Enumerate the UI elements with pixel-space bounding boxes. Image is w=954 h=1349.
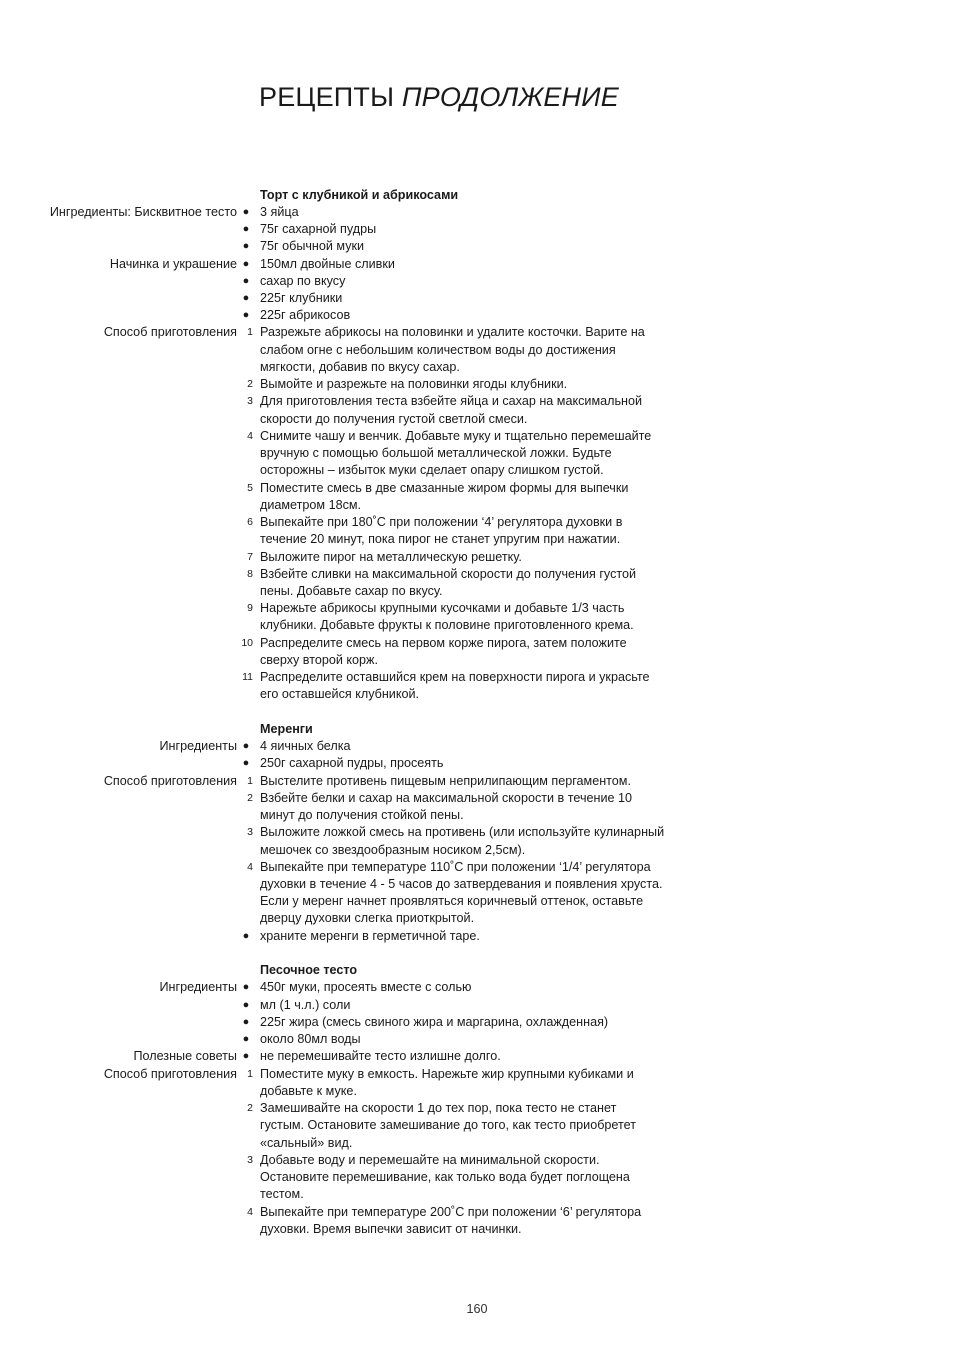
section-label: Ингредиенты: Бисквитное тесто bbox=[49, 205, 237, 219]
body-text-line: скорости до получения густой светлой смеси. bbox=[260, 412, 528, 426]
section-label: Способ приготовления bbox=[103, 325, 237, 339]
body-text-line: 150мл двойные сливки bbox=[260, 257, 395, 271]
title-continued: ПРОДОЛЖЕНИЕ bbox=[401, 82, 619, 112]
body-text-line: мягкости, добавив по вкусу сахар. bbox=[260, 360, 460, 374]
bullet-marker: ● bbox=[242, 223, 250, 235]
step-number: 1 bbox=[247, 326, 253, 338]
body-text-line: сверху второй корж. bbox=[260, 653, 378, 667]
bullet-marker: ● bbox=[242, 206, 250, 218]
step-number: 2 bbox=[247, 1102, 253, 1114]
bullet-marker: ● bbox=[242, 258, 250, 270]
body-text-line: Замешивайте на скорости 1 до тех пор, пока тесто не станет bbox=[260, 1101, 617, 1115]
body-text-line: Выпекайте при 180˚С при положении ‘4’ регулятора духовки в bbox=[260, 515, 623, 529]
body-text-line: Взбейте белки и сахар на максимальной скорости в течение 10 bbox=[260, 791, 633, 805]
recipe-heading: Торт с клубникой и абрикосами bbox=[260, 188, 459, 202]
body-text-line: мешочек со звездообразным носиком 2,5см). bbox=[260, 843, 526, 857]
body-text-line: вручную с помощью большой металлической ложки. Будьте bbox=[260, 446, 612, 460]
body-text-line: его оставшейся клубникой. bbox=[260, 687, 420, 701]
section-label: Ингредиенты bbox=[159, 980, 237, 994]
body-text-line: 75г сахарной пудры bbox=[260, 222, 377, 236]
body-text-line: Поместите муку в емкость. Нарежьте жир крупными кубиками и bbox=[260, 1067, 634, 1081]
body-text-line: Поместите смесь в две смазанные жиром формы для выпечки bbox=[260, 481, 629, 495]
step-number: 4 bbox=[247, 430, 253, 442]
recipe-heading: Песочное тесто bbox=[260, 963, 358, 977]
step-number: 5 bbox=[247, 482, 253, 494]
step-number: 6 bbox=[247, 516, 253, 528]
body-text-line: тестом. bbox=[260, 1187, 304, 1201]
body-text-line: добавьте к муке. bbox=[260, 1084, 357, 1098]
bullet-marker: ● bbox=[242, 275, 250, 287]
bullet-marker: ● bbox=[242, 930, 250, 942]
step-number: 8 bbox=[247, 568, 253, 580]
body-text-line: Снимите чашу и венчик. Добавьте муку и тщательно перемешайте bbox=[260, 429, 652, 443]
body-text-line: храните меренги в герметичной таре. bbox=[260, 929, 480, 943]
bullet-marker: ● bbox=[242, 240, 250, 252]
bullet-marker: ● bbox=[242, 1016, 250, 1028]
step-number: 1 bbox=[247, 775, 253, 787]
step-number: 3 bbox=[247, 395, 253, 407]
step-number: 2 bbox=[247, 792, 253, 804]
body-text-line: 225г абрикосов bbox=[260, 308, 351, 322]
body-text-line: около 80мл воды bbox=[260, 1032, 361, 1046]
body-text-line: 450г муки, просеять вместе с солью bbox=[260, 980, 472, 994]
bullet-marker: ● bbox=[242, 999, 250, 1011]
step-number: 3 bbox=[247, 826, 253, 838]
body-text-line: Нарежьте абрикосы крупными кусочками и добавьте 1/3 часть bbox=[260, 601, 625, 615]
step-number: 10 bbox=[241, 637, 253, 649]
body-text-line: Добавьте воду и перемешайте на минимальной скорости. bbox=[260, 1153, 600, 1167]
body-text-line: минут до получения стойкой пены. bbox=[260, 808, 464, 822]
body-text-line: 3 яйца bbox=[260, 205, 299, 219]
body-text-line: Выложите ложкой смесь на противень (или используйте кулинарный bbox=[260, 825, 665, 839]
body-text-line: духовки в течение 4 - 5 часов до затвердевания и появления хруста. bbox=[260, 877, 663, 891]
bullet-marker: ● bbox=[242, 740, 250, 752]
body-text-line: течение 20 минут, пока пирог не станет упругим при нажатии. bbox=[260, 532, 621, 546]
body-text-line: Распределите смесь на первом корже пирога, затем положите bbox=[260, 636, 627, 650]
body-text-line: 225г клубники bbox=[260, 291, 343, 305]
body-text-line: Взбейте сливки на максимальной скорости до получения густой bbox=[260, 567, 637, 581]
page-number: 160 bbox=[466, 1302, 488, 1316]
body-text-line: Выстелите противень пищевым неприлипающим пергаментом. bbox=[260, 774, 631, 788]
body-text-line: пены. Добавьте сахар по вкусу. bbox=[260, 584, 443, 598]
section-label: Начинка и украшение bbox=[109, 257, 237, 271]
step-number: 3 bbox=[247, 1154, 253, 1166]
body-text-line: Распределите оставшийся крем на поверхности пирога и украсьте bbox=[260, 670, 650, 684]
section-label: Способ приготовления bbox=[103, 774, 237, 788]
body-text-line: 225г жира (смесь свиного жира и маргарина, охлажденная) bbox=[260, 1015, 609, 1029]
body-text-line: не перемешивайте тесто излишне долго. bbox=[260, 1049, 501, 1063]
body-text-line: мл (1 ч.л.) соли bbox=[260, 998, 351, 1012]
bullet-marker: ● bbox=[242, 981, 250, 993]
bullet-marker: ● bbox=[242, 757, 250, 769]
body-text-line: густым. Остановите замешивание до того, как тесто приобретет bbox=[260, 1118, 636, 1132]
body-text-line: Для приготовления теста взбейте яйца и сахар на максимальной bbox=[260, 394, 643, 408]
section-label: Полезные советы bbox=[133, 1049, 237, 1063]
title-main: РЕЦЕПТЫ bbox=[259, 82, 395, 112]
body-text-line: клубники. Добавьте фрукты к половине приготовленного крема. bbox=[260, 618, 634, 632]
body-text-line: 250г сахарной пудры, просеять bbox=[260, 756, 444, 770]
body-text-line: дверцу духовки слегка приоткрытой. bbox=[260, 911, 475, 925]
body-text-line: «сальный» вид. bbox=[260, 1136, 353, 1150]
body-text-line: духовки. Время выпечки зависит от начинки. bbox=[260, 1222, 522, 1236]
bullet-marker: ● bbox=[242, 1050, 250, 1062]
body-text-line: Выложите пирог на металлическую решетку. bbox=[260, 550, 522, 564]
body-text-line: 4 яичных белка bbox=[260, 739, 351, 753]
body-text-line: осторожны – избыток муки сделает опару слишком густой. bbox=[260, 463, 604, 477]
step-number: 7 bbox=[247, 551, 253, 563]
body-text-line: Если у меренг начнет проявляться коричневый оттенок, оставьте bbox=[260, 894, 644, 908]
step-number: 9 bbox=[247, 602, 253, 614]
body-text-line: диаметром 18см. bbox=[260, 498, 362, 512]
step-number: 2 bbox=[247, 378, 253, 390]
step-number: 11 bbox=[242, 671, 253, 683]
recipe-heading: Меренги bbox=[260, 722, 313, 736]
body-text-line: Выпекайте при температуре 200˚С при положении ‘6’ регулятора bbox=[260, 1205, 642, 1219]
section-label: Способ приготовления bbox=[103, 1067, 237, 1081]
body-text-line: Остановите перемешивание, как только вода будет поглощена bbox=[260, 1170, 630, 1184]
bullet-marker: ● bbox=[242, 309, 250, 321]
body-text-line: сахар по вкусу bbox=[260, 274, 346, 288]
body-text-line: Вымойте и разрежьте на половинки ягоды клубники. bbox=[260, 377, 568, 391]
step-number: 1 bbox=[247, 1068, 253, 1080]
step-number: 4 bbox=[247, 861, 253, 873]
bullet-marker: ● bbox=[242, 292, 250, 304]
body-text-line: 75г обычной муки bbox=[260, 239, 365, 253]
bullet-marker: ● bbox=[242, 1033, 250, 1045]
body-text-line: слабом огне с небольшим количеством воды до достижения bbox=[260, 343, 616, 357]
body-text-line: Выпекайте при температуре 110˚С при положении ‘1/4’ регулятора bbox=[260, 860, 651, 874]
body-text-line: Разрежьте абрикосы на половинки и удалите косточки. Варите на bbox=[260, 325, 645, 339]
section-label: Ингредиенты bbox=[159, 739, 237, 753]
page-title bbox=[259, 82, 619, 113]
step-number: 4 bbox=[247, 1206, 253, 1218]
